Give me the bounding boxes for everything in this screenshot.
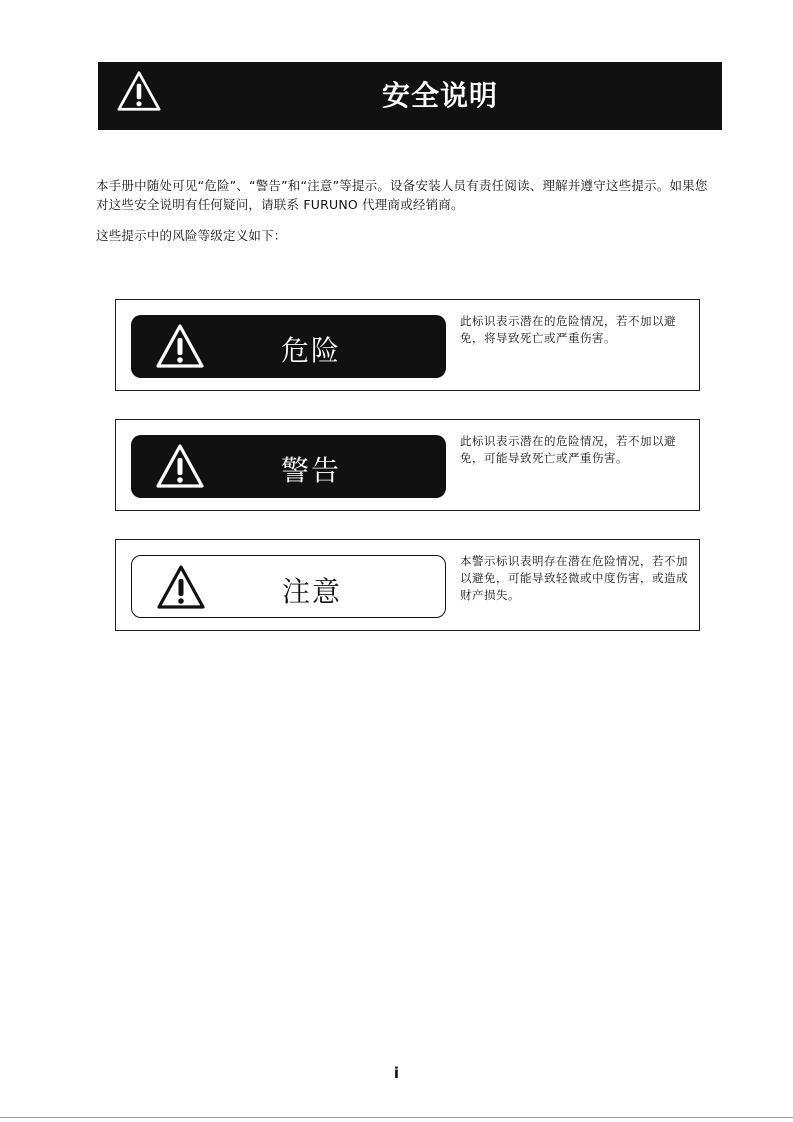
- caution-level-box: [115, 539, 700, 631]
- intro-paragraph: 本手册中随处可见“危险”、“警告”和“注意”等提示。设备安装人员有责任阅读、理解并遵守这些提示。如果您对这些安全说明有任何疑问，请联系 FURUNO 代理商或经销商。: [96, 178, 708, 212]
- page-title: 安全说明: [381, 79, 498, 112]
- warning-triangle-icon: [155, 443, 205, 489]
- danger-description: 此标识表示潜在的危险情况，若不加以避免，将导致死亡或严重伤害。: [460, 314, 676, 345]
- levels-intro: 这些提示中的风险等级定义如下：: [96, 228, 287, 243]
- caution-label-text: 注意: [282, 575, 343, 608]
- danger-label-text: 危险: [281, 334, 342, 367]
- bottom-divider: [0, 1117, 793, 1118]
- warning-triangle-icon: [155, 323, 205, 369]
- warning-label-text: 警告: [281, 454, 342, 487]
- page-number: i: [393, 1064, 400, 1082]
- warning-description: 此标识表示潜在的危险情况，若不加以避免，可能导致死亡或严重伤害。: [460, 434, 676, 465]
- title-banner: [98, 62, 722, 130]
- danger-label: [131, 315, 446, 378]
- warning-label: [131, 435, 446, 498]
- caution-label: [131, 555, 446, 618]
- caution-description: 本警示标识表明存在潜在危险情况，若不加以避免，可能导致轻微或中度伤害，或造成财产损失。: [460, 554, 688, 602]
- warning-triangle-icon: [156, 564, 206, 610]
- warning-level-box: [115, 419, 700, 511]
- danger-level-box: [115, 299, 700, 391]
